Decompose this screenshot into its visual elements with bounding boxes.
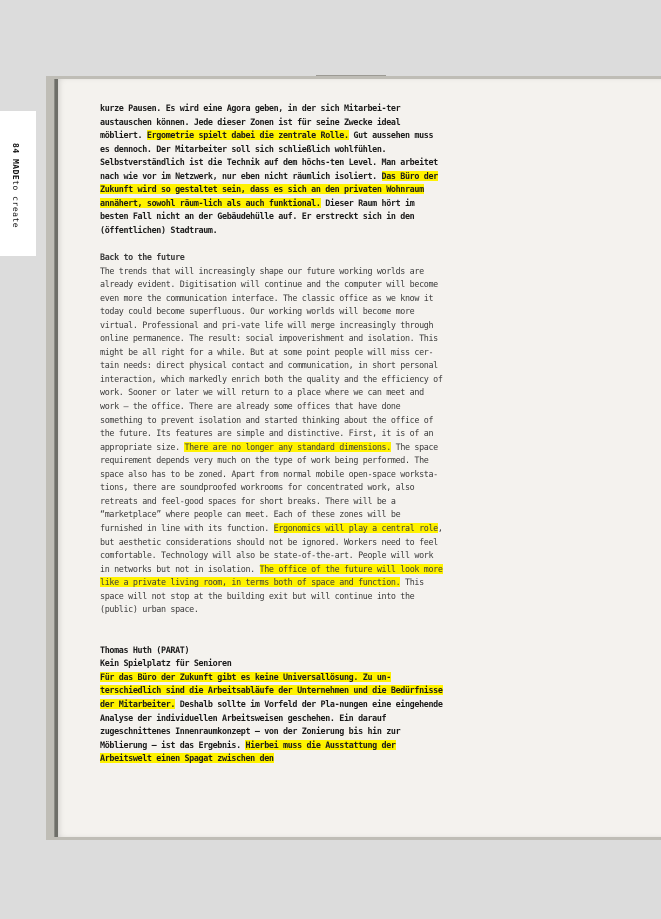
- text-run: The trends that will increasingly shape our future working worlds are already evident. Digitisation will continue and the computer will become even more the communication interface. The classic office as we know it today could become superfluous. Our working worlds will become more virtual. Professional and pri-vate life will merge increasingly through online permanence. The result: social impoverishment and isolation. This might be all right for a while. But at some point people will miss cer-tain needs: direct physical contact and communication, in short personal interaction, which markedly enrich both the quality and the efficiency of work. Sooner or later we will return to a place where we can meet and work – the office. There are already some offices that have done something to prevent isolation and started thinking about the office of the future. Its features are simple and distinctive. First, it is of an appropriate size.: [100, 265, 443, 452]
- page-edge: [55, 79, 58, 837]
- author-name: Thomas Huth (PARAT): [100, 644, 190, 655]
- german-intro-paragraph: [100, 102, 445, 237]
- text-run: Gut aussehen muss es dennoch. Der Mitarbeiter soll sich schließlich wohlfühlen. Selbstverständlich ist die Technik auf dem höchs-ten Level. Man arbeitet nach wie vor im Netzwerk, nur eben nicht räumlich isoliert.: [100, 130, 438, 181]
- german-second-paragraph: [100, 671, 445, 766]
- section-title: Kein Spielplatz für Senioren: [100, 658, 232, 669]
- brand-logo: MADE: [11, 158, 20, 181]
- side-page-label: [11, 143, 20, 228]
- page-number: 84: [11, 143, 20, 154]
- english-paragraph: [100, 265, 445, 617]
- text-run: kurze Pausen. Es wird eine Agora geben, in der sich Mitarbei-ter austauschen können. Jede dieser Zonen ist für seine Zwecke ideal möbliert.: [100, 103, 401, 141]
- highlight: The office of the future will look more like a private living room, in terms both of space and function.: [100, 563, 443, 588]
- text-run: Deshalb sollte im Vorfeld der Pla-nungen eine eingehende Analyse der individuellen Arbeitsweisen geschehen. Ein darauf zugeschnittenes Innenraumkonzept – von der Zonierung bis hin zur Möblierung – ist das Ergebnis.: [100, 698, 443, 750]
- highlight: Ergometrie spielt dabei die zentrale Rolle.: [146, 130, 349, 141]
- text-run: The space requirement depends very much on the type of work being performed. The space also has to be zoned. Apart from normal mobile open-space worksta-tions, there are soundproofed workrooms for concentrated work, also retreats and feel-good spaces for short breaks. There will be a “marketplace” where people can meet. Each of these zones will be furnished in line with its function.: [100, 441, 438, 533]
- brand-tagline: to create: [11, 180, 20, 229]
- article-body: [100, 102, 445, 766]
- highlight: Ergonomics will play a central role: [273, 522, 438, 533]
- highlight: Für das Büro der Zukunft gibt es keine Universallösung. Zu un-terschiedlich sind die Arbeitsabläufe der Unternehmen und die Bedürfnisse der Mitarbeiter.: [100, 671, 443, 709]
- highlight: Das Büro der Zukunft wird so gestaltet sein, dass es sich an den privaten Wohnraum annähert, sowohl räum-lich als auch funktional.: [100, 170, 438, 208]
- text-run: This space will not stop at the building exit but will continue into the (public) urban space.: [100, 577, 424, 615]
- highlight: There are no longer any standard dimensions.: [184, 441, 391, 452]
- english-heading: Back to the future: [100, 252, 185, 263]
- text-run: Dieser Raum hört im besten Fall nicht an der Gebäudehülle auf. Er erstreckt sich in den (öffentlichen) Stadtraum.: [100, 197, 415, 235]
- highlight: Hierbei muss die Ausstattung der Arbeitswelt einen Spagat zwischen den: [100, 739, 396, 764]
- text-run: , but aesthetic considerations should not be ignored. Workers need to feel comfortable. Technology will also be state-of-the-art. People will work in networks but not in isolation.: [100, 522, 443, 574]
